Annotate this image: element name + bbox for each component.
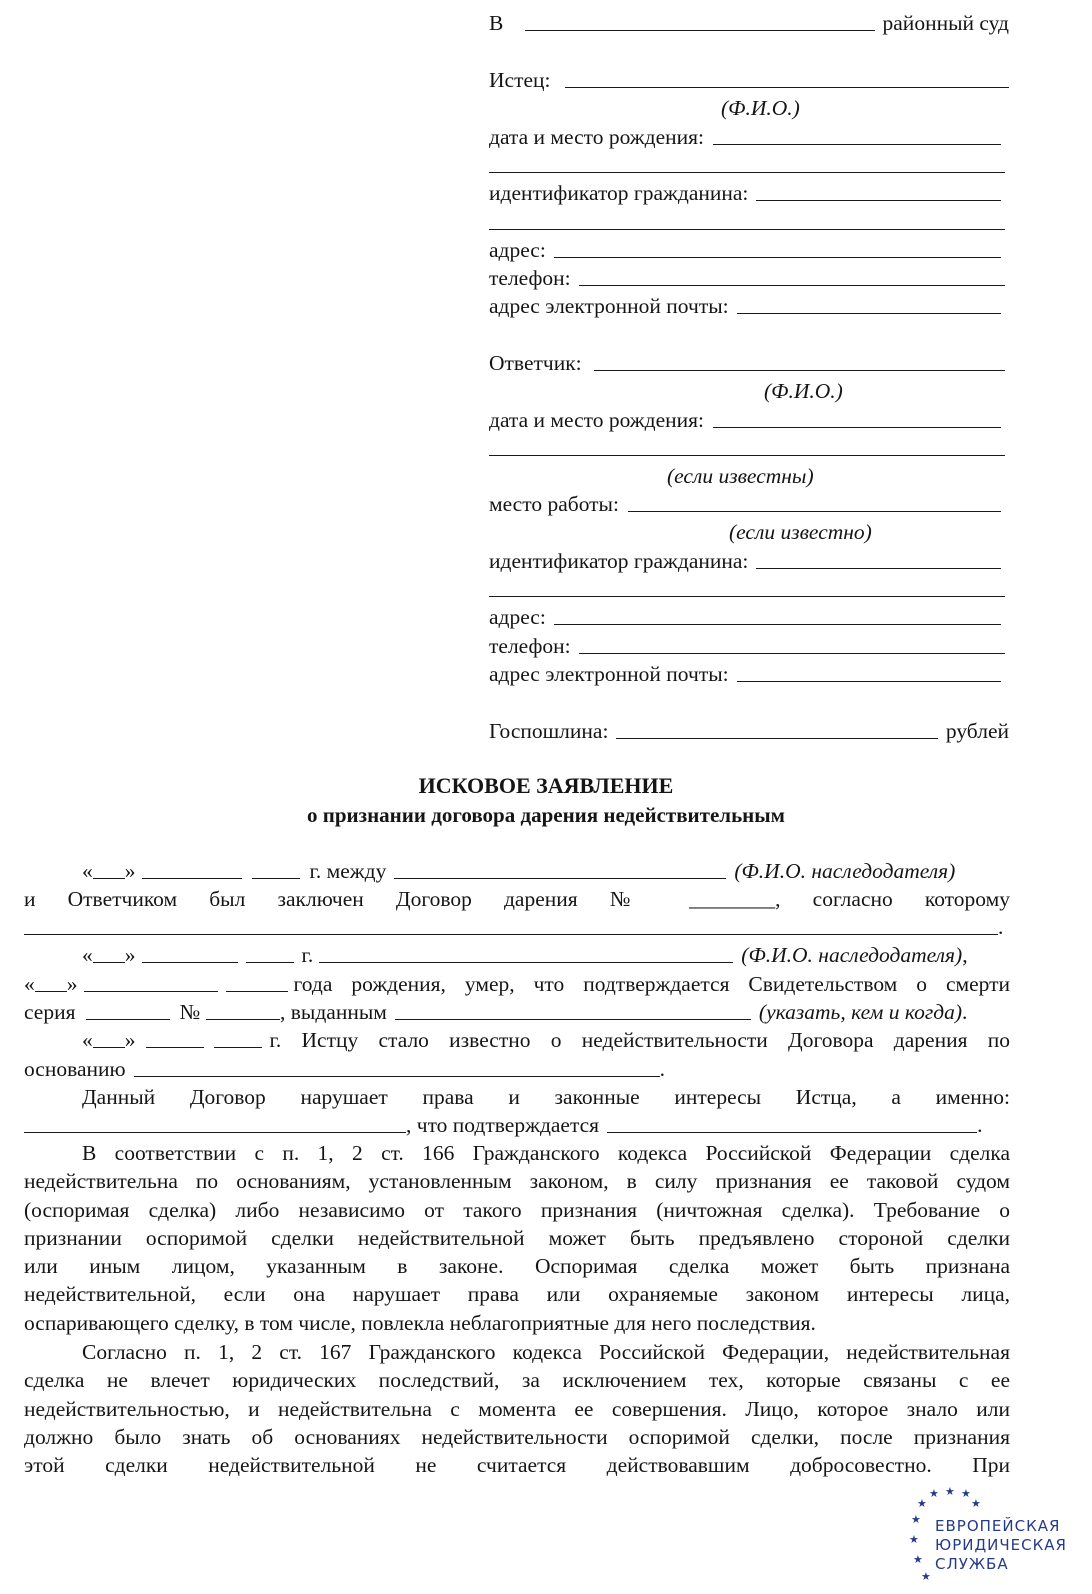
fee-suffix: рублей (945, 719, 1009, 743)
basis-label: основанию (24, 1057, 126, 1081)
plaintiff-phone-label: телефон: (489, 266, 571, 290)
birth-day-blank[interactable] (35, 990, 67, 992)
month-blank[interactable] (142, 877, 242, 879)
para1-line: (оспоримая сделка) либо независимо от такого признания (ничтожная сделка). Требование о (24, 1197, 1010, 1222)
series-blank[interactable] (86, 1018, 170, 1020)
quote-open-2: « (82, 943, 93, 967)
svg-text:★: ★ (929, 1487, 939, 1500)
para1-line: оспаривающего сделку, в том числе, повлекла неблагоприятные для него последствия. (24, 1310, 816, 1335)
body-line-1 (24, 857, 1010, 885)
quote-close-2: » (124, 943, 136, 967)
para1-line: недействительной, если она нарушает права или охраняемые законом интересы лица, (24, 1282, 1010, 1307)
line8-end: . (659, 1057, 665, 1081)
body-line-6 (24, 998, 1010, 1026)
plaintiff-label: Истец: (489, 68, 551, 92)
defendant-fio-hint: (Ф.И.О.) (764, 379, 843, 403)
paragraph-article-166 (24, 1139, 1010, 1337)
body-line-10 (24, 1111, 1010, 1139)
quote-open: « (82, 859, 93, 883)
plaintiff-fio-hint: (Ф.И.О.) (721, 96, 800, 120)
death-year-blank[interactable] (246, 961, 294, 963)
logo-line-3: СЛУЖБА (935, 1555, 1009, 1573)
defendant-if-known-hint: (если известны) (667, 464, 814, 488)
defendant-birth-label: дата и место рождения: (489, 408, 705, 432)
defendant-work-label: место работы: (489, 492, 619, 516)
para1-line: или иным лицом, указанным в законе. Оспоримая сделка может быть признана (24, 1254, 1010, 1279)
svg-text:★: ★ (911, 1513, 921, 1526)
body-line-4 (24, 941, 1010, 969)
quote-close: » (124, 859, 136, 883)
birth-month-blank[interactable] (84, 990, 218, 992)
svg-text:★: ★ (913, 1553, 923, 1566)
quote-close-4: » (124, 1028, 136, 1052)
death-certificate-text: года рождения, умер, что подтверждается Свидетельством о смерти (293, 972, 1010, 996)
para2-line: должно было знать об основаниях недействительности оспоримой сделки, после признания (24, 1424, 1010, 1449)
defendant-label: Ответчик: (489, 351, 582, 375)
para1-line: В соответствии с п. 1, 2 ст. 166 Гражданского кодекса Российской Федерации сделка (82, 1141, 1010, 1165)
contract-subject-blank[interactable] (24, 933, 998, 935)
svg-text:★: ★ (917, 1497, 927, 1510)
document-subtitle: о признании договора дарения недействительным (307, 803, 785, 827)
para2-line: этой сделки недействительной не считается действовавшим добросовестно. При (24, 1453, 1010, 1478)
court-prefix: В (489, 11, 504, 35)
death-month-blank[interactable] (142, 961, 238, 963)
plaintiff-id-label: идентификатор гражданина: (489, 181, 749, 205)
known-month-blank[interactable] (146, 1046, 204, 1048)
between-text: г. между (309, 859, 387, 883)
plaintiff-birth-label: дата и место рождения: (489, 125, 705, 149)
svg-text:★: ★ (921, 1570, 931, 1583)
logo-line-2: ЮРИДИЧЕСКАЯ (935, 1536, 1067, 1554)
violation-blank[interactable] (24, 1131, 406, 1133)
body-block (24, 0, 1010, 1594)
known-text: г. Истцу стало известно о недействительности Договора дарения по (269, 1028, 1010, 1052)
body-line-5 (24, 970, 1010, 998)
plaintiff-address-label: адрес: (489, 238, 546, 262)
line4-end: , (962, 943, 968, 967)
known-day-blank[interactable] (93, 1046, 125, 1048)
day-blank[interactable] (93, 877, 125, 879)
year-blank[interactable] (252, 877, 300, 879)
body-line-8 (24, 1055, 1010, 1083)
court-suffix: районный суд (882, 11, 1009, 35)
defendant-id-label: идентификатор гражданина: (489, 549, 749, 573)
body-line-7 (24, 1026, 1010, 1054)
line6-end: . (962, 1000, 968, 1024)
death-day-blank[interactable] (93, 961, 125, 963)
violation-text: Данный Договор нарушает права и законные интересы Истца, а именно: (82, 1085, 1010, 1109)
logo-line-1: ЕВРОПЕЙСКАЯ (935, 1517, 1061, 1535)
quote-open-4: « (82, 1028, 93, 1052)
defendant-address-label: адрес: (489, 605, 546, 629)
number-sign: № (179, 1000, 201, 1024)
plaintiff-email-label: адрес электронной почты: (489, 294, 729, 318)
quote-open-3: « (24, 972, 35, 996)
defendant-email-label: адрес электронной почты: (489, 662, 729, 686)
para2-line: недействительностью, и недействительна с момента ее совершения. Лицо, которое знало или (24, 1396, 1010, 1421)
donor-name-blank[interactable] (394, 877, 726, 879)
issued-hint: (указать, кем и когда) (758, 1000, 963, 1024)
issued-text: , выданным (280, 1000, 387, 1024)
defendant-phone-label: телефон: (489, 634, 571, 658)
basis-blank[interactable] (134, 1075, 660, 1077)
document-title: ИСКОВОЕ ЗАЯВЛЕНИЕ (418, 773, 674, 798)
confirmed-text: , что подтверждается (406, 1113, 600, 1137)
para2-line: сделка не влечет юридических последствий, за исключением тех, которые связаны с ее (24, 1368, 1010, 1393)
quote-close-3: » (66, 972, 78, 996)
logo-text (935, 1517, 1067, 1574)
series-label: серия (24, 1000, 76, 1024)
para1-line: недействительна по основаниям, установленным законом, в силу признания ее таковой судом (24, 1169, 1010, 1194)
body-line-2: и Ответчиком был заключен Договор дарения № ________, согласно которому (24, 887, 1010, 911)
svg-text:★: ★ (909, 1533, 919, 1546)
svg-text:★: ★ (961, 1487, 971, 1500)
testator-hint-2: (Ф.И.О. наследодателя) (741, 943, 963, 967)
line10-end: . (977, 1113, 983, 1137)
testator-hint-1: (Ф.И.О. наследодателя) (734, 859, 956, 883)
para1-line: признании оспоримой сделки недействительной может быть предъявлено стороной сделки (24, 1225, 1010, 1250)
known-year-blank[interactable] (214, 1046, 262, 1048)
fee-label: Госпошлина: (489, 719, 609, 743)
defendant-work-hint: (если известно) (729, 520, 872, 544)
testator-name-blank[interactable] (319, 961, 733, 963)
body-line-3 (24, 913, 1010, 941)
body-line-9 (24, 1083, 1010, 1111)
issued-by-blank[interactable] (395, 1018, 751, 1020)
svg-text:★: ★ (945, 1485, 955, 1498)
birth-year-blank[interactable] (226, 990, 288, 992)
confirmation-blank[interactable] (607, 1131, 977, 1133)
certificate-number-blank[interactable] (206, 1018, 280, 1020)
svg-text:★: ★ (971, 1497, 981, 1510)
year-abbrev: г. (301, 943, 314, 967)
line3-end: . (998, 915, 1004, 939)
para2-line: Согласно п. 1, 2 ст. 167 Гражданского кодекса Российской Федерации, недействительная (82, 1340, 1010, 1364)
paragraph-article-167 (24, 1338, 1010, 1479)
company-logo (905, 1485, 1075, 1590)
